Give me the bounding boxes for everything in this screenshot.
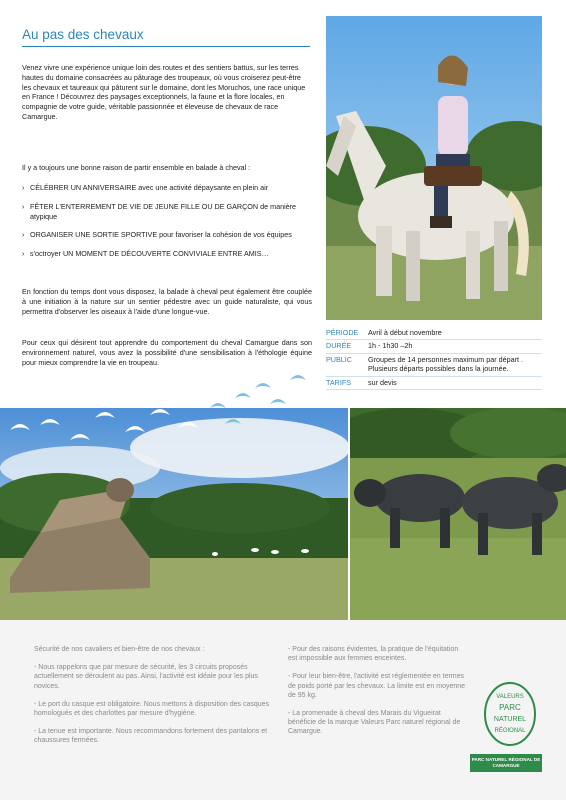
- ethology-paragraph: Pour ceux qui désirent tout apprendre du comportement du cheval Camargue dans son environnement naturel, vous avez la possibilité d'une sensibilisation à l'éthologie équine pour mieux comprendre la vie en troupeau.: [22, 338, 312, 367]
- info-row-duration: DURÉE 1h - 1h30 –2h: [326, 340, 542, 353]
- safety-column-left: [34, 645, 278, 755]
- page-title: Au pas des chevaux: [22, 27, 310, 47]
- svg-text:PARC: PARC: [499, 703, 521, 712]
- safety-heading: Sécurité de nos cavaliers et bien-être de nos chevaux :: [34, 646, 205, 653]
- safety-note: - Le port du casque est obligatoire. Nous mettons à disposition des casques homologués et des charlottes par mesure d'hygiène.: [34, 700, 270, 718]
- reasons-list: [22, 183, 312, 268]
- safety-note: - Nous rappelons que par mesure de sécurité, les 3 circuits proposés actuellement se déroulent au pas. Ainsi, l'activité est idéale pour les plus novices.: [34, 664, 258, 690]
- bulls-photo: [350, 408, 566, 620]
- chevron-icon: ›: [22, 183, 25, 192]
- chevron-icon: ›: [22, 201, 25, 211]
- list-item: › CÉLÉBRER UN ANNIVERSAIRE avec une activité dépaysante en plein air: [22, 183, 269, 192]
- list-item: › ORGANISER UNE SORTIE SPORTIVE pour favoriser la cohésion de vos équipes: [22, 230, 292, 240]
- safety-note: - Pour des raisons évidentes, la pratique de l'équitation est impossible aux femmes enceintes.: [288, 646, 459, 663]
- reasons-lead: Il y a toujours une bonne raison de partir ensemble en balade à cheval :: [22, 163, 251, 172]
- chevron-icon: ›: [22, 230, 25, 240]
- rider-photo: [326, 16, 542, 320]
- info-row-public: PUBLIC Groupes de 14 personnes maximum par départ . Plusieurs départs possibles dans la journée.: [326, 354, 542, 377]
- info-row-prices: TARIFS sur devis: [326, 377, 542, 390]
- safety-column-right: [288, 645, 466, 746]
- safety-note: - Pour leur bien-être, l'activité est réglementée en termes de poids porté par les chevaux. La limite est en moyenne de 95 kg.: [288, 673, 466, 699]
- safety-note: - La promenade à cheval des Marais du Vigueirat bénéficie de la marque Valeurs Parc naturel régional de Camargue.: [288, 710, 461, 736]
- intro-paragraph: Venez vivre une expérience unique loin des routes et des sentiers battus, sur les terres hautes du domaine consacrées au pâturage des troupeaux, où vous croiserez peut-être les chevaux et taureaux qui pâturent sur le domaine, dont les Moruchos, une race unique en France ! Découvrez des paysages exceptionnels, la faune et la flore locales, en compagnie de votre guide, véritable passionnée et éleveuse de chevaux de race Camargue.: [22, 63, 306, 121]
- flying-birds-decoration: [0, 370, 330, 465]
- list-item: › s'octroyer UN MOMENT DE DÉCOUVERTE CONVIVIALE ENTRE AMIS…: [22, 249, 269, 259]
- safety-note: - La tenue est importante. Nous recommandons fortement des pantalons et chaussures fermées.: [34, 728, 268, 745]
- chevron-icon: ›: [22, 249, 25, 259]
- info-table: [326, 327, 542, 390]
- info-row-period: PÉRIODE Avril à début novembre: [326, 327, 542, 340]
- svg-text:VALEURS: VALEURS: [496, 694, 524, 700]
- logo-band: PARC NATUREL RÉGIONAL DE CAMARGUE: [470, 754, 542, 772]
- svg-text:RÉGIONAL: RÉGIONAL: [494, 728, 526, 734]
- nature-walk-paragraph: En fonction du temps dont vous disposez, la balade à cheval peut également être couplée à une initiation à la nature sur un sentier pédestre avec un guide naturaliste, qui vous permettra d'observer les oiseaux à l'aide d'une longue-vue.: [22, 287, 312, 316]
- svg-text:NATUREL: NATUREL: [493, 716, 527, 723]
- list-item: › FÊTER L'ENTERREMENT DE VIE DE JEUNE FILLE OU DE GARÇON de manière atypique: [22, 201, 297, 221]
